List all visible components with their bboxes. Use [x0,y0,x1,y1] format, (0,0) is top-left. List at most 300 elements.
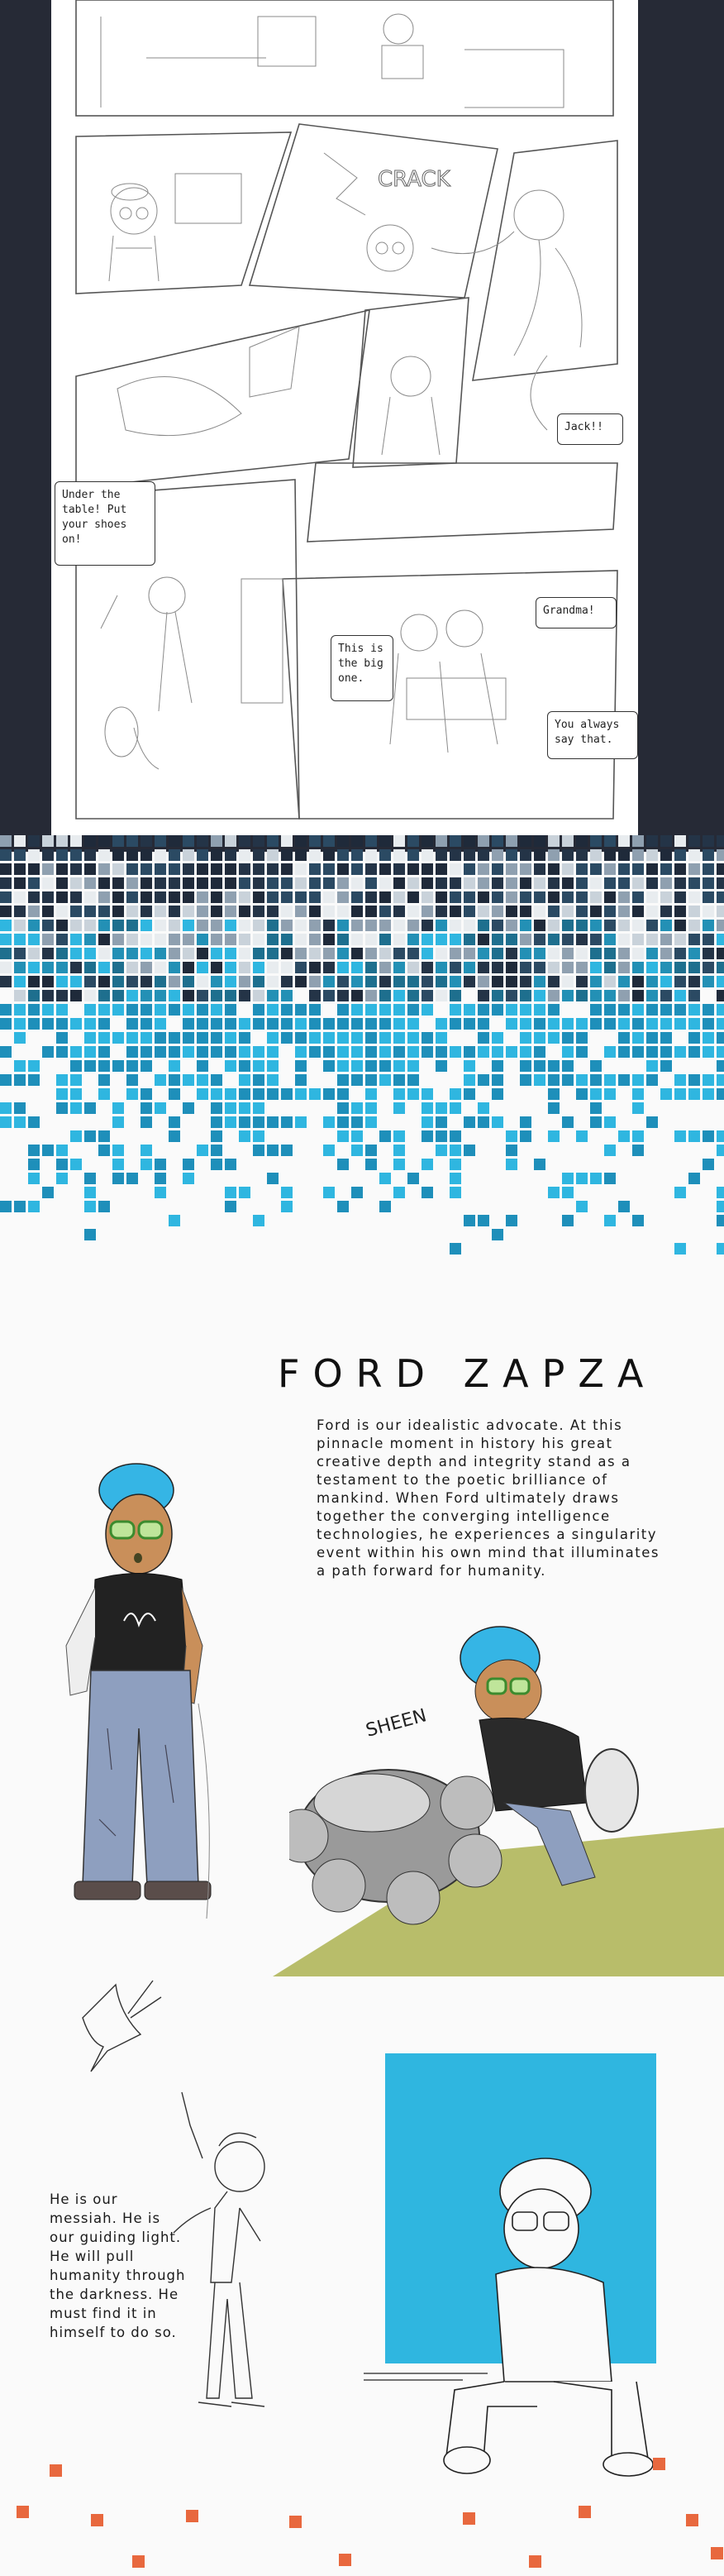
mosaic-tile [703,1074,714,1086]
mosaic-tile [126,976,138,987]
mosaic-tile [646,1074,658,1086]
mosaic-tile [717,849,724,861]
mosaic-tile [365,863,377,875]
mosaic-tile [534,891,545,903]
mosaic-tile [169,849,180,861]
mosaic-tile [534,976,545,987]
mosaic-tile [576,990,588,1001]
mosaic-tile [506,976,517,987]
mosaic-tile [239,1074,250,1086]
mosaic-tile [450,906,461,917]
mosaic-tile [520,891,531,903]
mosaic-tile [703,1130,714,1142]
mosaic-tile [464,877,475,889]
mosaic-tile [337,1116,349,1128]
mosaic-tile [492,1032,503,1044]
mosaic-tile [450,990,461,1001]
mosaic-tile [632,990,644,1001]
mosaic-tile [56,934,68,945]
mosaic-tile [309,1046,321,1058]
mosaic-tile [576,1088,588,1100]
mosaic-tile [520,976,531,987]
mosaic-tile [211,1046,222,1058]
mosaic-tile [379,920,391,931]
mosaic-tile [478,962,489,973]
mosaic-tile [42,962,54,973]
mosaic-tile [225,1116,236,1128]
mosaic-tile [450,962,461,973]
mosaic-tile [717,934,724,945]
mosaic-tile [0,976,12,987]
mosaic-tile [337,891,349,903]
mosaic-tile [42,934,54,945]
mosaic-tile [464,891,475,903]
mosaic-tile [155,1046,166,1058]
mosaic-tile [169,1046,180,1058]
mosaic-tile [56,1032,68,1044]
mosaic-tile [604,1088,616,1100]
mosaic-tile [70,1159,82,1170]
mosaic-tile [253,990,264,1001]
mosaic-tile [506,1145,517,1156]
mosaic-tile [14,990,26,1001]
mosaic-tile [253,849,264,861]
mosaic-tile [253,1088,264,1100]
mosaic-tile [688,1074,700,1086]
mosaic-tile [365,1032,377,1044]
mosaic-tile [141,1116,152,1128]
mosaic-tile [450,1046,461,1058]
mosaic-tile [295,1116,307,1128]
mosaic-tile [337,962,349,973]
mosaic-tile [422,1116,433,1128]
mosaic-tile [56,906,68,917]
mosaic-tile [393,1145,405,1156]
mosaic-tile [618,920,630,931]
mosaic-tile [351,1046,363,1058]
mosaic-tile [407,948,419,959]
mosaic-tile [253,1004,264,1016]
mosaic-tile [239,948,250,959]
mosaic-tile [351,849,363,861]
mosaic-tile [576,1173,588,1184]
mosaic-tile [464,849,475,861]
mosaic-tile [337,1130,349,1142]
mosaic-tile [422,849,433,861]
mosaic-tile [576,891,588,903]
mosaic-tile [646,863,658,875]
mosaic-tile [534,990,545,1001]
mosaic-tile [688,877,700,889]
mosaic-tile [56,1145,68,1156]
mosaic-tile [225,877,236,889]
mosaic-tile [717,1187,724,1198]
mosaic-tile [660,877,672,889]
mosaic-tile [0,1201,12,1212]
mosaic-tile [393,1159,405,1170]
mosaic-tile [197,948,208,959]
mosaic-tile [618,962,630,973]
mosaic-tile [674,1243,686,1255]
mosaic-tile [351,863,363,875]
mosaic-tile [225,1187,236,1198]
mosaic-tile [98,1201,110,1212]
mosaic-tile [351,906,363,917]
mosaic-tile [703,934,714,945]
mosaic-tile [464,906,475,917]
mosaic-tile [211,1018,222,1030]
mosaic-tile [351,1116,363,1128]
mosaic-tile [393,1032,405,1044]
mosaic-tile [674,920,686,931]
mosaic-tile [576,1074,588,1086]
mosaic-tile [590,1060,602,1072]
mosaic-tile [239,1130,250,1142]
mosaic-tile [379,948,391,959]
mosaic-tile [98,835,110,847]
mosaic-tile [337,934,349,945]
mosaic-tile [703,962,714,973]
mosaic-tile [492,1229,503,1240]
mosaic-tile [84,1018,96,1030]
mosaic-tile [365,835,377,847]
mosaic-tile [618,1046,630,1058]
mosaic-tile [281,976,293,987]
mosaic-tile [688,1088,700,1100]
mosaic-tile [323,835,335,847]
mosaic-tile [717,976,724,987]
mosaic-tile [56,1173,68,1184]
mosaic-tile [14,877,26,889]
mosaic-tile [0,891,12,903]
mosaic-tile [295,849,307,861]
mosaic-tile [604,1018,616,1030]
mosaic-tile [84,1060,96,1072]
mosaic-tile [337,1088,349,1100]
mosaic-tile [253,1046,264,1058]
mosaic-tile [365,1018,377,1030]
orange-square [686,2514,698,2526]
mosaic-tile [42,1187,54,1198]
mosaic-tile [141,1046,152,1058]
mosaic-tile [0,1074,12,1086]
mosaic-tile [422,835,433,847]
mosaic-tile [211,948,222,959]
mosaic-tile [84,962,96,973]
mosaic-tile [56,863,68,875]
mosaic-tile [112,976,124,987]
mosaic-tile [323,1018,335,1030]
mosaic-tile [70,976,82,987]
mosaic-tile [169,1215,180,1226]
mosaic-tile [14,1060,26,1072]
mosaic-tile [267,1060,279,1072]
mosaic-tile [70,920,82,931]
mosaic-tile [70,1102,82,1114]
mosaic-tile [407,962,419,973]
mosaic-tile [183,948,194,959]
mosaic-tile [660,1032,672,1044]
mosaic-tile [197,891,208,903]
mosaic-tile [393,877,405,889]
mosaic-tile [604,920,616,931]
mosaic-tile [520,934,531,945]
mosaic-tile [14,835,26,847]
mosaic-tile [56,1102,68,1114]
mosaic-tile [393,962,405,973]
mosaic-tile [183,1074,194,1086]
mosaic-tile [576,1130,588,1142]
mosaic-tile [407,1060,419,1072]
mosaic-tile [478,1215,489,1226]
mosaic-tile [239,1088,250,1100]
mosaic-tile [632,920,644,931]
mosaic-tile [28,948,40,959]
mosaic-tile [562,1116,574,1128]
mosaic-tile [70,906,82,917]
mosaic-tile [42,1018,54,1030]
mosaic-tile [436,1145,447,1156]
mosaic-tile [688,891,700,903]
mosaic-tile [393,1004,405,1016]
mosaic-tile [534,1060,545,1072]
mosaic-tile [14,891,26,903]
mosaic-tile [253,1215,264,1226]
sheen-sfx-label: SHEEN [364,1705,429,1742]
mosaic-tile [28,962,40,973]
mosaic-tile [520,948,531,959]
mosaic-tile [141,962,152,973]
mosaic-tile [337,990,349,1001]
mosaic-tile [604,962,616,973]
mosaic-tile [365,1145,377,1156]
mosaic-tile [464,1074,475,1086]
mosaic-tile [309,1018,321,1030]
mosaic-tile [323,849,335,861]
mosaic-tile [632,1215,644,1226]
mosaic-tile [703,1088,714,1100]
mosaic-tile [56,835,68,847]
mosaic-tile [506,1046,517,1058]
mosaic-tile [70,1060,82,1072]
mosaic-tile [56,962,68,973]
mosaic-tile [632,1046,644,1058]
mosaic-tile [478,877,489,889]
mosaic-tile [407,863,419,875]
mosaic-tile [534,906,545,917]
mosaic-tile [183,990,194,1001]
mosaic-tile [70,849,82,861]
mosaic-tile [267,1018,279,1030]
mosaic-tile [660,849,672,861]
mosaic-tile [295,1060,307,1072]
mosaic-tile [703,1004,714,1016]
mosaic-tile [393,906,405,917]
mosaic-tile [197,1088,208,1100]
mosaic-tile [660,976,672,987]
mosaic-tile [604,1215,616,1226]
mosaic-tile [98,934,110,945]
mosaic-tile [169,948,180,959]
orange-square [186,2510,198,2522]
mosaic-tile [141,906,152,917]
mosaic-tile [239,849,250,861]
mosaic-tile [28,1060,40,1072]
mosaic-tile [267,1046,279,1058]
mosaic-tile [183,1018,194,1030]
mosaic-tile [98,1060,110,1072]
mosaic-tile [407,920,419,931]
mosaic-tile [618,934,630,945]
mosaic-tile [98,1145,110,1156]
mosaic-tile [211,934,222,945]
mosaic-tile [141,891,152,903]
mosaic-tile [520,849,531,861]
mosaic-tile [688,1018,700,1030]
mosaic-tile [576,1018,588,1030]
mosaic-tile [520,962,531,973]
mosaic-tile [562,990,574,1001]
mosaic-tile [506,962,517,973]
mosaic-tile [56,1018,68,1030]
mosaic-tile [141,920,152,931]
mosaic-tile [281,1201,293,1212]
mosaic-tile [562,1018,574,1030]
mosaic-tile [98,976,110,987]
mosaic-tile [14,948,26,959]
mosaic-tile [84,1187,96,1198]
mosaic-tile [281,1187,293,1198]
mosaic-tile [660,906,672,917]
mosaic-tile [267,962,279,973]
mosaic-tile [393,1074,405,1086]
mosaic-tile [407,906,419,917]
mosaic-tile [450,877,461,889]
mosaic-tile [42,877,54,889]
mosaic-tile [309,1004,321,1016]
mosaic-tile [253,920,264,931]
mosaic-tile [393,1018,405,1030]
mosaic-tile [211,1032,222,1044]
mosaic-tile [520,863,531,875]
mosaic-tile [407,1004,419,1016]
mosaic-tile [141,990,152,1001]
mosaic-tile [660,863,672,875]
mosaic-tile [492,962,503,973]
mosaic-tile [70,934,82,945]
orange-square-pattern [0,2448,724,2576]
mosaic-tile [183,962,194,973]
mosaic-tile [112,1060,124,1072]
mosaic-tile [351,962,363,973]
mosaic-tile [281,990,293,1001]
mosaic-tile [351,1187,363,1198]
mosaic-tile [309,835,321,847]
mosaic-tile [126,1018,138,1030]
mosaic-tile [436,948,447,959]
mosaic-tile [239,877,250,889]
mosaic-tile [492,877,503,889]
mosaic-tile [688,948,700,959]
mosaic-tile [379,1130,391,1142]
mosaic-tile [632,934,644,945]
mosaic-tile [562,1032,574,1044]
mosaic-tile [126,1004,138,1016]
mosaic-tile [126,962,138,973]
mosaic-tile [632,1074,644,1086]
character-bio-text: Ford is our idealistic advocate. At this pinnacle moment in history his great creative depth and integrity stand as a testament to the poetic brilliance of mankind. When Ford ultimately draws together the converging intelligence technologies, he experiences a singularity event within his own mind that illuminates a path forward for humanity. [317,1417,660,1579]
mosaic-tile [506,948,517,959]
mosaic-tile [703,863,714,875]
mosaic-tile [590,948,602,959]
mosaic-tile [604,1004,616,1016]
mosaic-tile [618,849,630,861]
mosaic-tile [590,877,602,889]
mosaic-tile [225,948,236,959]
mosaic-tile [464,1060,475,1072]
mosaic-tile [253,962,264,973]
mosaic-tile [548,863,560,875]
mosaic-tile [393,948,405,959]
mosaic-tile [576,849,588,861]
mosaic-tile [548,849,560,861]
mosaic-tile [155,934,166,945]
mosaic-tile [717,877,724,889]
mosaic-tile [464,1004,475,1016]
mosaic-tile [155,976,166,987]
mosaic-tile [717,948,724,959]
mosaic-tile [112,863,124,875]
mosaic-tile [365,1088,377,1100]
mosaic-tile [323,1116,335,1128]
mosaic-tile [520,1032,531,1044]
mosaic-tile [478,920,489,931]
mosaic-tile [253,1060,264,1072]
mosaic-tile [253,877,264,889]
mosaic-tile [309,976,321,987]
mosaic-tile [436,1032,447,1044]
mosaic-tile [323,891,335,903]
mosaic-tile [393,920,405,931]
mosaic-tile [253,948,264,959]
mosaic-tile [450,1145,461,1156]
mosaic-tile [267,1116,279,1128]
mosaic-tile [42,1004,54,1016]
mosaic-tile [688,849,700,861]
mosaic-tile [604,877,616,889]
mosaic-tile [492,948,503,959]
mosaic-tile [393,1102,405,1114]
mosaic-tile [98,1130,110,1142]
mosaic-tile [478,948,489,959]
mosaic-tile [169,1074,180,1086]
mosaic-tile [309,891,321,903]
mosaic-tile [618,863,630,875]
mosaic-tile [506,863,517,875]
mosaic-tile [632,849,644,861]
mosaic-tile [225,1159,236,1170]
mosaic-tile [674,976,686,987]
mosaic-tile [267,934,279,945]
mosaic-tile [436,906,447,917]
mosaic-tile [365,891,377,903]
mosaic-tile [225,891,236,903]
mosaic-tile [211,1102,222,1114]
comic-panels-drawing [51,0,638,835]
mosaic-tile [506,990,517,1001]
mosaic-tile [492,1088,503,1100]
mosaic-tile [379,863,391,875]
